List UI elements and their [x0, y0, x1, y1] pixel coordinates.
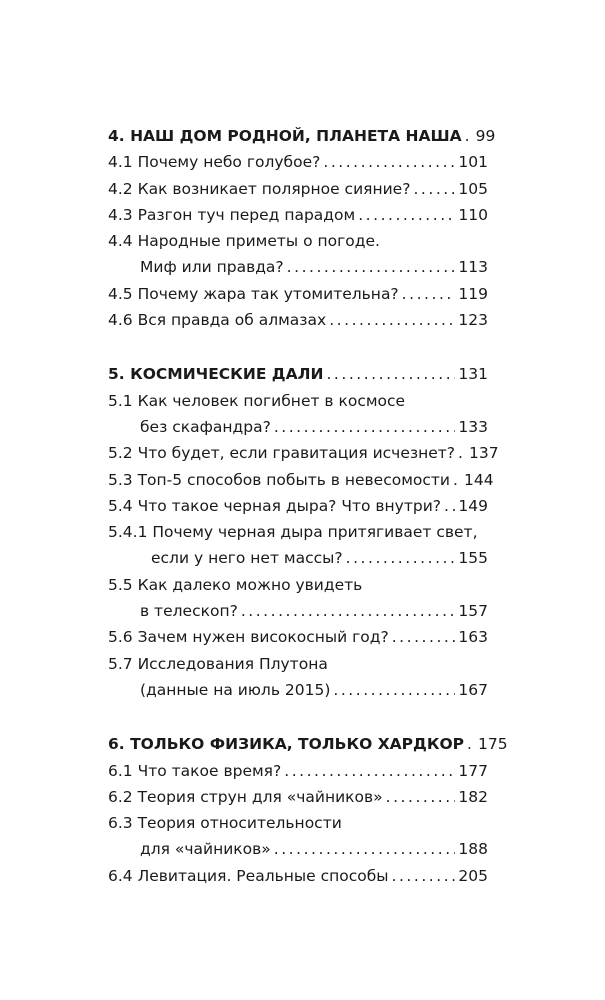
page-number: 177: [458, 761, 488, 780]
chapter-title: 4. НАШ ДОМ РОДНОЙ, ПЛАНЕТА НАША: [108, 127, 462, 145]
page-number: 99: [475, 127, 496, 145]
dot-leader: [386, 784, 456, 810]
dot-leader: [241, 598, 456, 624]
toc-entry: [108, 677, 488, 703]
entry-title: если у него нет массы?: [151, 549, 343, 568]
entry-title: 5.3 Топ-5 способов побыть в невесомости: [108, 470, 451, 489]
dot-leader: [444, 493, 455, 519]
page-number: 105: [458, 179, 488, 198]
entry-title: 6.2 Теория струн для «чайников»: [108, 787, 383, 806]
toc-entry: [108, 836, 488, 862]
entry-title-line: 5.4.1 Почему черная дыра притягивает свет,: [108, 523, 478, 542]
entry-title-line: 4.4 Народные приметы о погоде.: [108, 232, 380, 251]
dot-leader: [465, 123, 473, 149]
entry-title: 4.1 Почему небо голубое?: [108, 153, 321, 172]
entry-title-line: 5.5 Как далеко можно увидеть: [108, 575, 363, 594]
toc-entry: [108, 440, 499, 466]
chapter-heading: [108, 123, 496, 149]
toc-entry: [108, 414, 488, 440]
dot-leader: [467, 731, 475, 757]
dot-leader: [402, 281, 456, 307]
toc-entry: [108, 467, 494, 493]
toc-section: [108, 123, 496, 333]
entry-title-line: 5.7 Исследования Плутона: [108, 654, 328, 673]
entry-title: Миф или правда?: [140, 258, 284, 277]
entry-title: 4.3 Разгон туч перед парадом: [108, 205, 356, 224]
toc-entry: [108, 784, 488, 810]
dot-leader: [333, 677, 455, 703]
page-number: 163: [458, 628, 488, 647]
page-number: 101: [458, 153, 488, 172]
entry-title: 5.6 Зачем нужен високосный год?: [108, 628, 389, 647]
entry-title: 6.1 Что такое время?: [108, 761, 282, 780]
chapter-heading: [108, 361, 488, 387]
entry-title: 6.4 Левитация. Реальные способы: [108, 866, 389, 885]
entry-title: 4.5 Почему жара так утомительна?: [108, 284, 399, 303]
dot-leader: [274, 836, 456, 862]
toc-entry: [108, 863, 488, 889]
toc-entry: [108, 758, 488, 784]
toc-entry: [108, 281, 488, 307]
page-number: 188: [458, 840, 488, 859]
page-number: 144: [464, 470, 494, 489]
page-number: 167: [458, 680, 488, 699]
entry-title: 4.6 Вся правда об алмазах: [108, 311, 327, 330]
dot-leader: [274, 414, 456, 440]
toc-entry: [108, 149, 488, 175]
toc-entry: [108, 254, 488, 280]
toc-entry: [108, 202, 488, 228]
dot-leader: [329, 307, 455, 333]
dot-leader: [413, 176, 455, 202]
chapter-title: 6. ТОЛЬКО ФИЗИКА, ТОЛЬКО ХАРДКОР: [108, 735, 465, 754]
page-number: 131: [458, 365, 488, 384]
entry-title: (данные на июль 2015): [140, 680, 331, 699]
page-number: 149: [458, 496, 488, 515]
page-number: 157: [458, 602, 488, 621]
dot-leader: [326, 361, 455, 387]
page-number: 182: [458, 787, 488, 806]
entry-title-line: 5.1 Как человек погибнет в космосе: [108, 391, 406, 410]
page-number: 119: [458, 284, 488, 303]
toc-section: [108, 361, 499, 703]
page-number: 137: [469, 444, 499, 463]
dot-leader: [453, 467, 461, 493]
toc-entry: [108, 598, 488, 624]
page-number: 110: [458, 205, 488, 224]
entry-title: в телескоп?: [140, 602, 238, 621]
entry-title: без скафандра?: [140, 417, 271, 436]
dot-leader: [284, 758, 455, 784]
toc-entry: [108, 624, 488, 650]
entry-title: для «чайников»: [140, 840, 271, 859]
dot-leader: [458, 440, 466, 466]
page-number: 155: [458, 549, 488, 568]
dot-leader: [287, 254, 456, 280]
table-of-contents: [108, 123, 508, 917]
page-number: 175: [478, 735, 508, 754]
page-number: 133: [458, 417, 488, 436]
chapter-title: 5. КОСМИЧЕСКИЕ ДАЛИ: [108, 365, 324, 384]
entry-title: 5.4 Что такое черная дыра? Что внутри?: [108, 496, 442, 515]
entry-title: 5.2 Что будет, если гравитация исчезнет?: [108, 444, 456, 463]
page-number: 123: [458, 311, 488, 330]
dot-leader: [346, 545, 456, 571]
chapter-heading: [108, 731, 508, 757]
toc-section: [108, 731, 508, 889]
entry-title-line: 6.3 Теория относительности: [108, 814, 342, 833]
toc-entry: [108, 545, 488, 571]
dot-leader: [392, 863, 456, 889]
entry-title: 4.2 Как возникает полярное сияние?: [108, 179, 411, 198]
dot-leader: [392, 624, 456, 650]
page-number: 205: [458, 866, 488, 885]
toc-entry: [108, 307, 488, 333]
dot-leader: [323, 149, 455, 175]
toc-entry: [108, 176, 488, 202]
dot-leader: [358, 202, 455, 228]
page-number: 113: [458, 258, 488, 277]
toc-entry: [108, 493, 488, 519]
